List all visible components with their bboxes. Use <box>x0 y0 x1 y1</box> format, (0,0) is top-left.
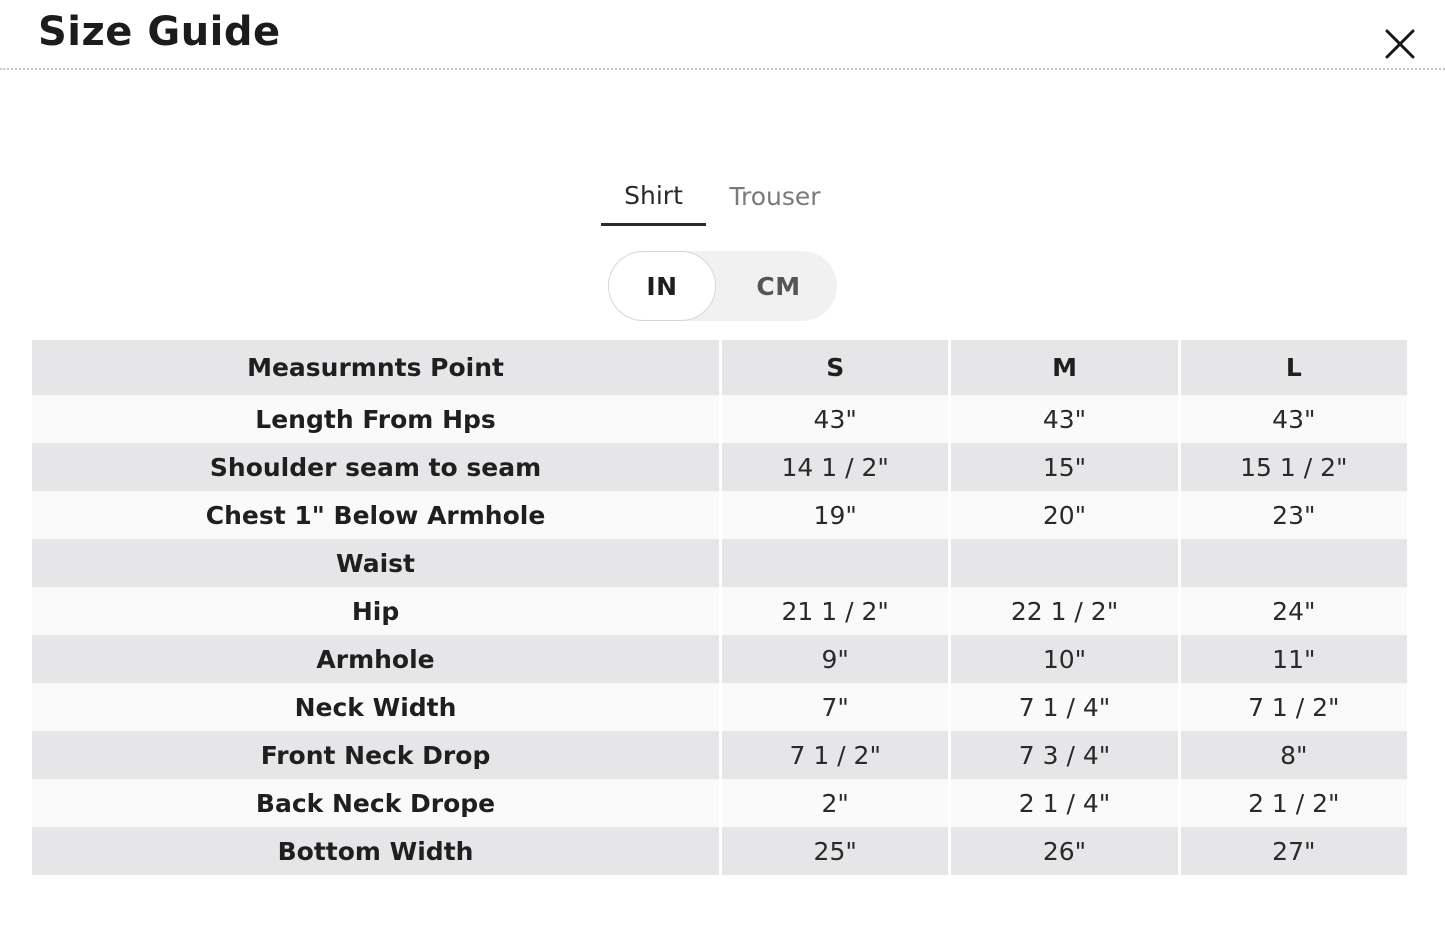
measurement-point: Front Neck Drop <box>32 731 719 779</box>
close-button[interactable] <box>1382 26 1418 62</box>
size-s-value: 21 1 / 2" <box>722 587 948 635</box>
size-l-value: 11" <box>1181 635 1407 683</box>
size-l-value: 24" <box>1181 587 1407 635</box>
unit-in-button[interactable]: IN <box>608 251 716 321</box>
table-row <box>32 827 1407 875</box>
size-s-value: 19" <box>722 491 948 539</box>
header-size-s: S <box>722 340 948 395</box>
size-s-value <box>722 539 948 587</box>
size-s-value: 43" <box>722 395 948 443</box>
size-m-value: 15" <box>951 443 1177 491</box>
size-l-value: 23" <box>1181 491 1407 539</box>
size-l-value: 7 1 / 2" <box>1181 683 1407 731</box>
table-row <box>32 491 1407 539</box>
table-row <box>32 539 1407 587</box>
size-m-value: 10" <box>951 635 1177 683</box>
size-m-value <box>951 539 1177 587</box>
table-header-row <box>32 340 1407 395</box>
size-s-value: 7" <box>722 683 948 731</box>
measurement-point: Neck Width <box>32 683 719 731</box>
size-l-value: 43" <box>1181 395 1407 443</box>
unit-cm-button[interactable]: CM <box>720 251 837 321</box>
tab-trouser[interactable]: Trouser <box>706 168 844 226</box>
unit-toggle <box>608 251 837 321</box>
size-l-value: 2 1 / 2" <box>1181 779 1407 827</box>
close-icon <box>1382 26 1418 62</box>
table-row <box>32 779 1407 827</box>
header-size-m: M <box>951 340 1177 395</box>
measurement-point: Chest 1" Below Armhole <box>32 491 719 539</box>
size-m-value: 7 1 / 4" <box>951 683 1177 731</box>
table-row <box>32 635 1407 683</box>
size-s-value: 25" <box>722 827 948 875</box>
measurement-point: Bottom Width <box>32 827 719 875</box>
tab-shirt[interactable]: Shirt <box>601 168 706 226</box>
size-table <box>29 340 1410 875</box>
size-m-value: 20" <box>951 491 1177 539</box>
size-m-value: 43" <box>951 395 1177 443</box>
table-row <box>32 731 1407 779</box>
size-s-value: 7 1 / 2" <box>722 731 948 779</box>
measurement-point: Waist <box>32 539 719 587</box>
size-s-value: 14 1 / 2" <box>722 443 948 491</box>
size-l-value: 8" <box>1181 731 1407 779</box>
size-s-value: 9" <box>722 635 948 683</box>
measurement-point: Back Neck Drope <box>32 779 719 827</box>
measurement-point: Shoulder seam to seam <box>32 443 719 491</box>
header-size-l: L <box>1181 340 1407 395</box>
size-m-value: 26" <box>951 827 1177 875</box>
table-row <box>32 587 1407 635</box>
modal-header <box>0 0 1445 70</box>
size-l-value: 27" <box>1181 827 1407 875</box>
table-row <box>32 443 1407 491</box>
measurement-point: Length From Hps <box>32 395 719 443</box>
size-m-value: 22 1 / 2" <box>951 587 1177 635</box>
size-m-value: 7 3 / 4" <box>951 731 1177 779</box>
modal-title: Size Guide <box>38 9 281 55</box>
measurement-point: Armhole <box>32 635 719 683</box>
size-l-value <box>1181 539 1407 587</box>
table-row <box>32 395 1407 443</box>
garment-tabs <box>601 168 844 228</box>
header-measurement-point: Measurmnts Point <box>32 340 719 395</box>
measurement-point: Hip <box>32 587 719 635</box>
size-l-value: 15 1 / 2" <box>1181 443 1407 491</box>
size-m-value: 2 1 / 4" <box>951 779 1177 827</box>
size-s-value: 2" <box>722 779 948 827</box>
table-row <box>32 683 1407 731</box>
